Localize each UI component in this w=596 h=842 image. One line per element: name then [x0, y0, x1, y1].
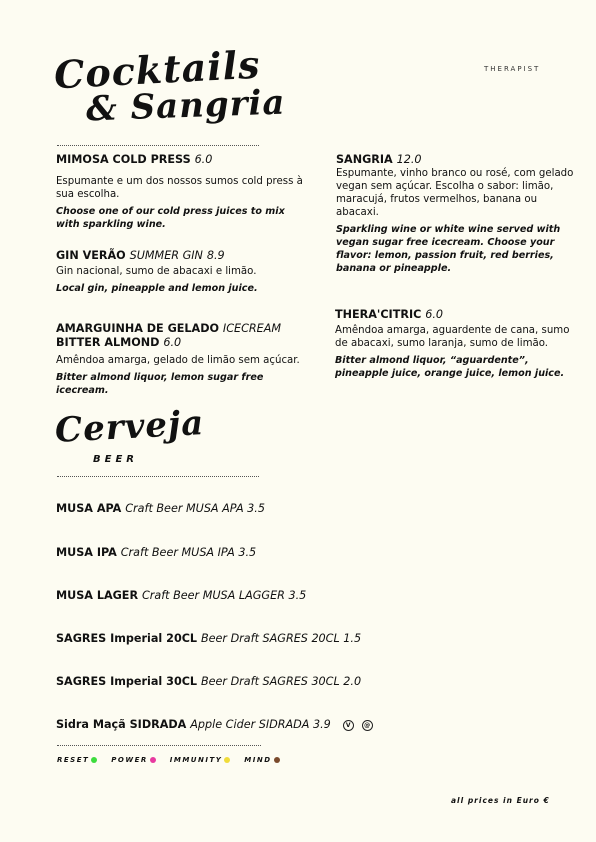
item-desc-pt: Amêndoa amarga, aguardente de cana, sumo de abacaxi, sumo laranja, sumo de limão.: [335, 325, 570, 349]
cocktail-item-mimosa: [56, 153, 306, 231]
beer-desc: Craft Beer MUSA LAGGER 3.5: [141, 589, 307, 602]
beer-name: Sidra Maçã SIDRADA: [56, 718, 187, 731]
item-name-2: BITTER ALMOND: [56, 336, 160, 349]
beer-desc: Craft Beer MUSA IPA 3.5: [120, 546, 257, 559]
beer-desc: Beer Draft SAGRES 30CL 2.0: [200, 675, 362, 688]
cocktail-item-theracitric: [335, 308, 580, 380]
cocktail-item-sangria: [336, 153, 580, 275]
item-desc-en: Choose one of our cold press juices to mix with sparkling wine.: [56, 206, 285, 230]
pink-dot-icon: [150, 757, 156, 763]
item-name: MIMOSA COLD PRESS: [56, 153, 191, 166]
green-dot-icon: [91, 757, 97, 763]
vegan-icon: V: [343, 720, 354, 731]
item-sub: SUMMER GIN: [129, 249, 203, 262]
beer-desc: Beer Draft SAGRES 20CL 1.5: [200, 632, 362, 645]
beer-name: MUSA APA: [56, 502, 122, 515]
beer-title: Cerveja: [54, 403, 206, 451]
beer-item: [56, 546, 256, 559]
brand-logo: THERAPIST: [484, 65, 541, 73]
beer-item: [56, 632, 361, 645]
item-desc-pt: Gin nacional, sumo de abacaxi e limão.: [56, 266, 257, 277]
legend: [57, 756, 294, 764]
item-name: SANGRIA: [336, 153, 393, 166]
beer-subtitle: BEER: [93, 454, 138, 465]
item-price: 6.0: [163, 336, 182, 349]
beer-name: SAGRES Imperial 20CL: [56, 632, 198, 645]
beer-name: MUSA LAGER: [56, 589, 139, 602]
price-note: all prices in Euro €: [451, 796, 550, 805]
brown-dot-icon: [274, 757, 280, 763]
divider: [57, 476, 259, 477]
legend-immunity: IMMUNITY: [170, 756, 231, 764]
cocktail-item-gin-verao: [56, 249, 306, 295]
item-desc-en: Local gin, pineapple and lemon juice.: [56, 283, 258, 294]
yellow-dot-icon: [224, 757, 230, 763]
item-price: 8.9: [206, 249, 225, 262]
legend-reset: RESET: [57, 756, 97, 764]
beer-desc: Craft Beer MUSA APA 3.5: [125, 502, 265, 515]
divider: [57, 745, 261, 746]
item-desc-pt: Espumante, vinho branco ou rosé, com gelado vegan sem açúcar. Escolha o sabor: limão, maracujá, frutos vermelhos, banana ou abacaxi.: [336, 168, 574, 218]
beer-desc: Apple Cider SIDRADA 3.9: [190, 718, 331, 731]
at-icon: @: [362, 720, 373, 731]
cocktails-title-2: & Sangria: [85, 82, 287, 130]
item-desc-en: Bitter almond liquor, “aguardente”, pineapple juice, orange juice, lemon juice.: [335, 355, 565, 379]
item-name: THERA'CITRIC: [335, 308, 422, 321]
beer-item: [56, 675, 361, 688]
beer-name: SAGRES Imperial 30CL: [56, 675, 198, 688]
item-desc-en: Bitter almond liquor, lemon sugar free icecream.: [56, 372, 264, 396]
item-desc-pt: Amêndoa amarga, gelado de limão sem açúcar.: [56, 355, 300, 366]
item-price: 6.0: [425, 308, 444, 321]
item-name: AMARGUINHA DE GELADO: [56, 322, 220, 335]
item-price: 12.0: [396, 153, 422, 166]
item-desc-pt: Espumante e um dos nossos sumos cold press à sua escolha.: [56, 176, 303, 200]
item-name: GIN VERÃO: [56, 249, 126, 262]
divider: [57, 145, 259, 146]
beer-name: MUSA IPA: [56, 546, 117, 559]
beer-item: [56, 589, 306, 602]
cocktails-title: Cocktails: [52, 41, 262, 98]
beer-item: [56, 718, 373, 731]
legend-mind: MIND: [244, 756, 279, 764]
item-sub: ICECREAM: [222, 322, 282, 335]
item-price: 6.0: [194, 153, 213, 166]
cocktail-item-amarguinha: [56, 322, 316, 397]
legend-power: POWER: [111, 756, 155, 764]
beer-item: [56, 502, 265, 515]
item-desc-en: Sparkling wine or white wine served with vegan sugar free icecream. Choose your flavor: lemon, passion fruit, red berries, banana or pineapple.: [336, 224, 561, 274]
